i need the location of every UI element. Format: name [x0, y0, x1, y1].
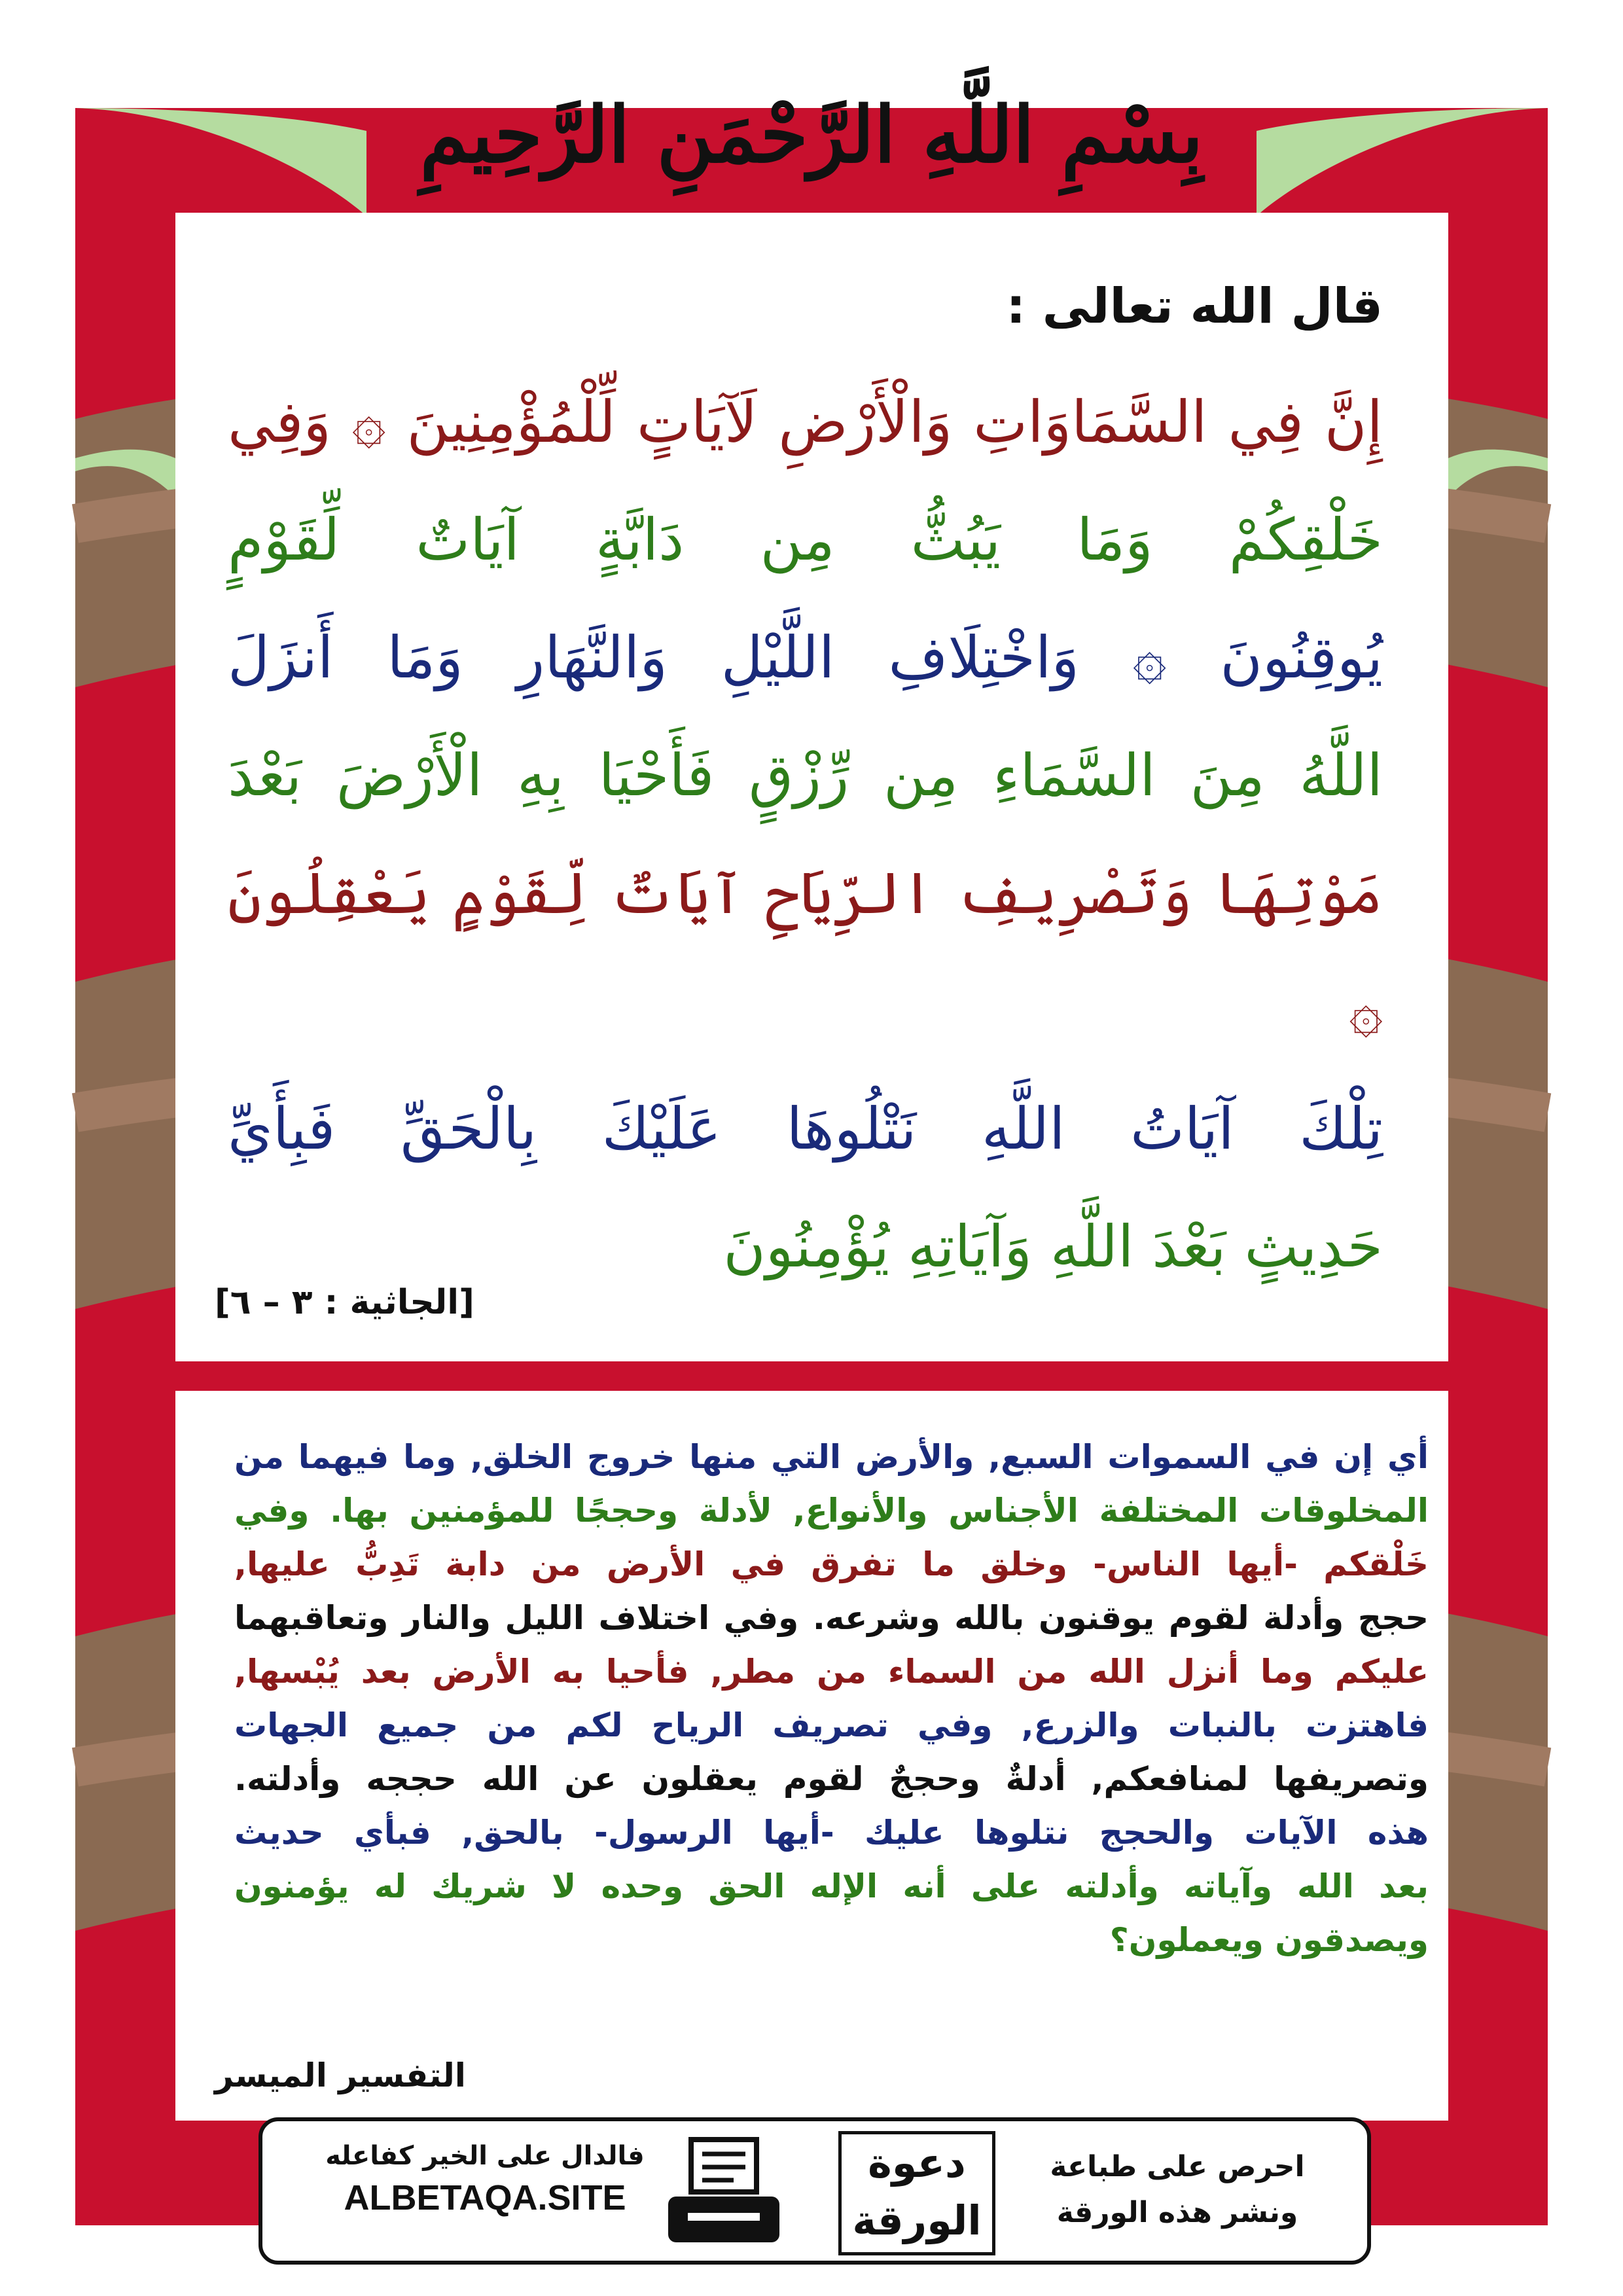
tafsir-source: التفسير الميسر [215, 2056, 466, 2094]
tafsir-line: عليكم وما أنزل الله من السماء من مطر, فأحيا به الأرض بعد يُبْسها, [234, 1653, 1429, 1691]
footer-box [259, 2117, 1371, 2265]
tafsir-line: ويصدقون ويعملون؟ [1109, 1921, 1429, 1959]
tafsir-line: حجج وأدلة لقوم يوقنون بالله وشرعه. وفي اختلاف الليل والنار وتعاقبهما [234, 1599, 1429, 1637]
print-note-line: ونشر هذه الورقة [1056, 2196, 1298, 2229]
verse-line: إِنَّ فِي السَّمَاوَاتِ وَالْأَرْضِ لَآيَاتٍ لِّلْمُؤْمِنِينَ ۞ وَفِي [228, 388, 1383, 456]
logo-line: الورقة [852, 2197, 982, 2244]
tafsir-line: أي إن في السموات السبع, والأرض التي منها خروج الخلق, وما فيهما من [234, 1438, 1429, 1476]
verse-line: حَدِيثٍ بَعْدَ اللَّهِ وَآيَاتِهِ يُؤْمِنُونَ [723, 1213, 1383, 1280]
tafsir-text [234, 1430, 1429, 1967]
logo-line: دعوة [868, 2139, 966, 2187]
tafsir-line: وتصريفها لمنافعكم, أدلةٌ وحججٌ لقوم يعقلون عن الله حججه وأدلته. [234, 1760, 1429, 1798]
tafsir-panel [175, 1391, 1448, 2121]
footer-print-note [1027, 2144, 1328, 2236]
intro-heading: قال الله تعالى : [1006, 278, 1383, 334]
tafsir-line: بعد الله وآياته وأدلته على أنه الإله الحق وحده لا شريك له يؤمنون [234, 1867, 1429, 1905]
verse-line: مَوْتِهَا وَتَصْرِيفِ الرِّيَاحِ آيَاتٌ لِّقَوْمٍ يَعْقِلُونَ ۞ [228, 859, 1383, 1045]
tafsir-line: فاهتزت بالنبات والزرع, وفي تصريف الرياح لكم من جميع الجهات [234, 1706, 1429, 1744]
verse-line: اللَّهُ مِنَ السَّمَاءِ مِن رِّزْقٍ فَأَحْيَا بِهِ الْأَرْضَ بَعْدَ [228, 742, 1383, 809]
verse-line: خَلْقِكُمْ وَمَا يَبُثُّ مِن دَابَّةٍ آيَاتٌ لِّقَوْمٍ [228, 506, 1383, 573]
quran-panel [175, 213, 1448, 1361]
verse-line: تِلْكَ آيَاتُ اللَّهِ نَتْلُوهَا عَلَيْكَ بِالْحَقِّ فَبِأَيِّ [228, 1095, 1383, 1162]
tafsir-line: خَلْقكم -أيها الناس- وخلق ما تفرق في الأرض من دابة تَدِبُّ عليها, [234, 1545, 1429, 1583]
tafsir-line: هذه الآيات والحجج نتلوها عليك -أيها الرسول- بالحق, فبأي حديث [234, 1814, 1429, 1852]
footer-motto: فالدال على الخير كفاعله [325, 2141, 645, 2171]
quran-verses [228, 363, 1383, 1306]
bismillah-calligraphy: بِسْمِ اللَّهِ الرَّحْمَنِ الرَّحِيمِ [419, 88, 1204, 180]
verse-line: يُوقِنُونَ ۞ وَاخْتِلَافِ اللَّيْلِ وَالنَّهَارِ وَمَا أَنزَلَ [228, 624, 1383, 691]
dawa-logo [838, 2131, 995, 2255]
print-note-line: احرص على طباعة [1050, 2150, 1305, 2183]
footer-site-block [302, 2141, 668, 2218]
printer-icon [662, 2134, 786, 2249]
footer-site-link[interactable]: ALBETAQA.SITE [344, 2178, 626, 2217]
tafsir-line: المخلوقات المختلفة الأجناس والأنواع, لأدلة وحججًا للمؤمنين بها. وفي [234, 1492, 1429, 1530]
surah-reference: [الجاثية : ٣ – ٦] [215, 1283, 474, 1322]
